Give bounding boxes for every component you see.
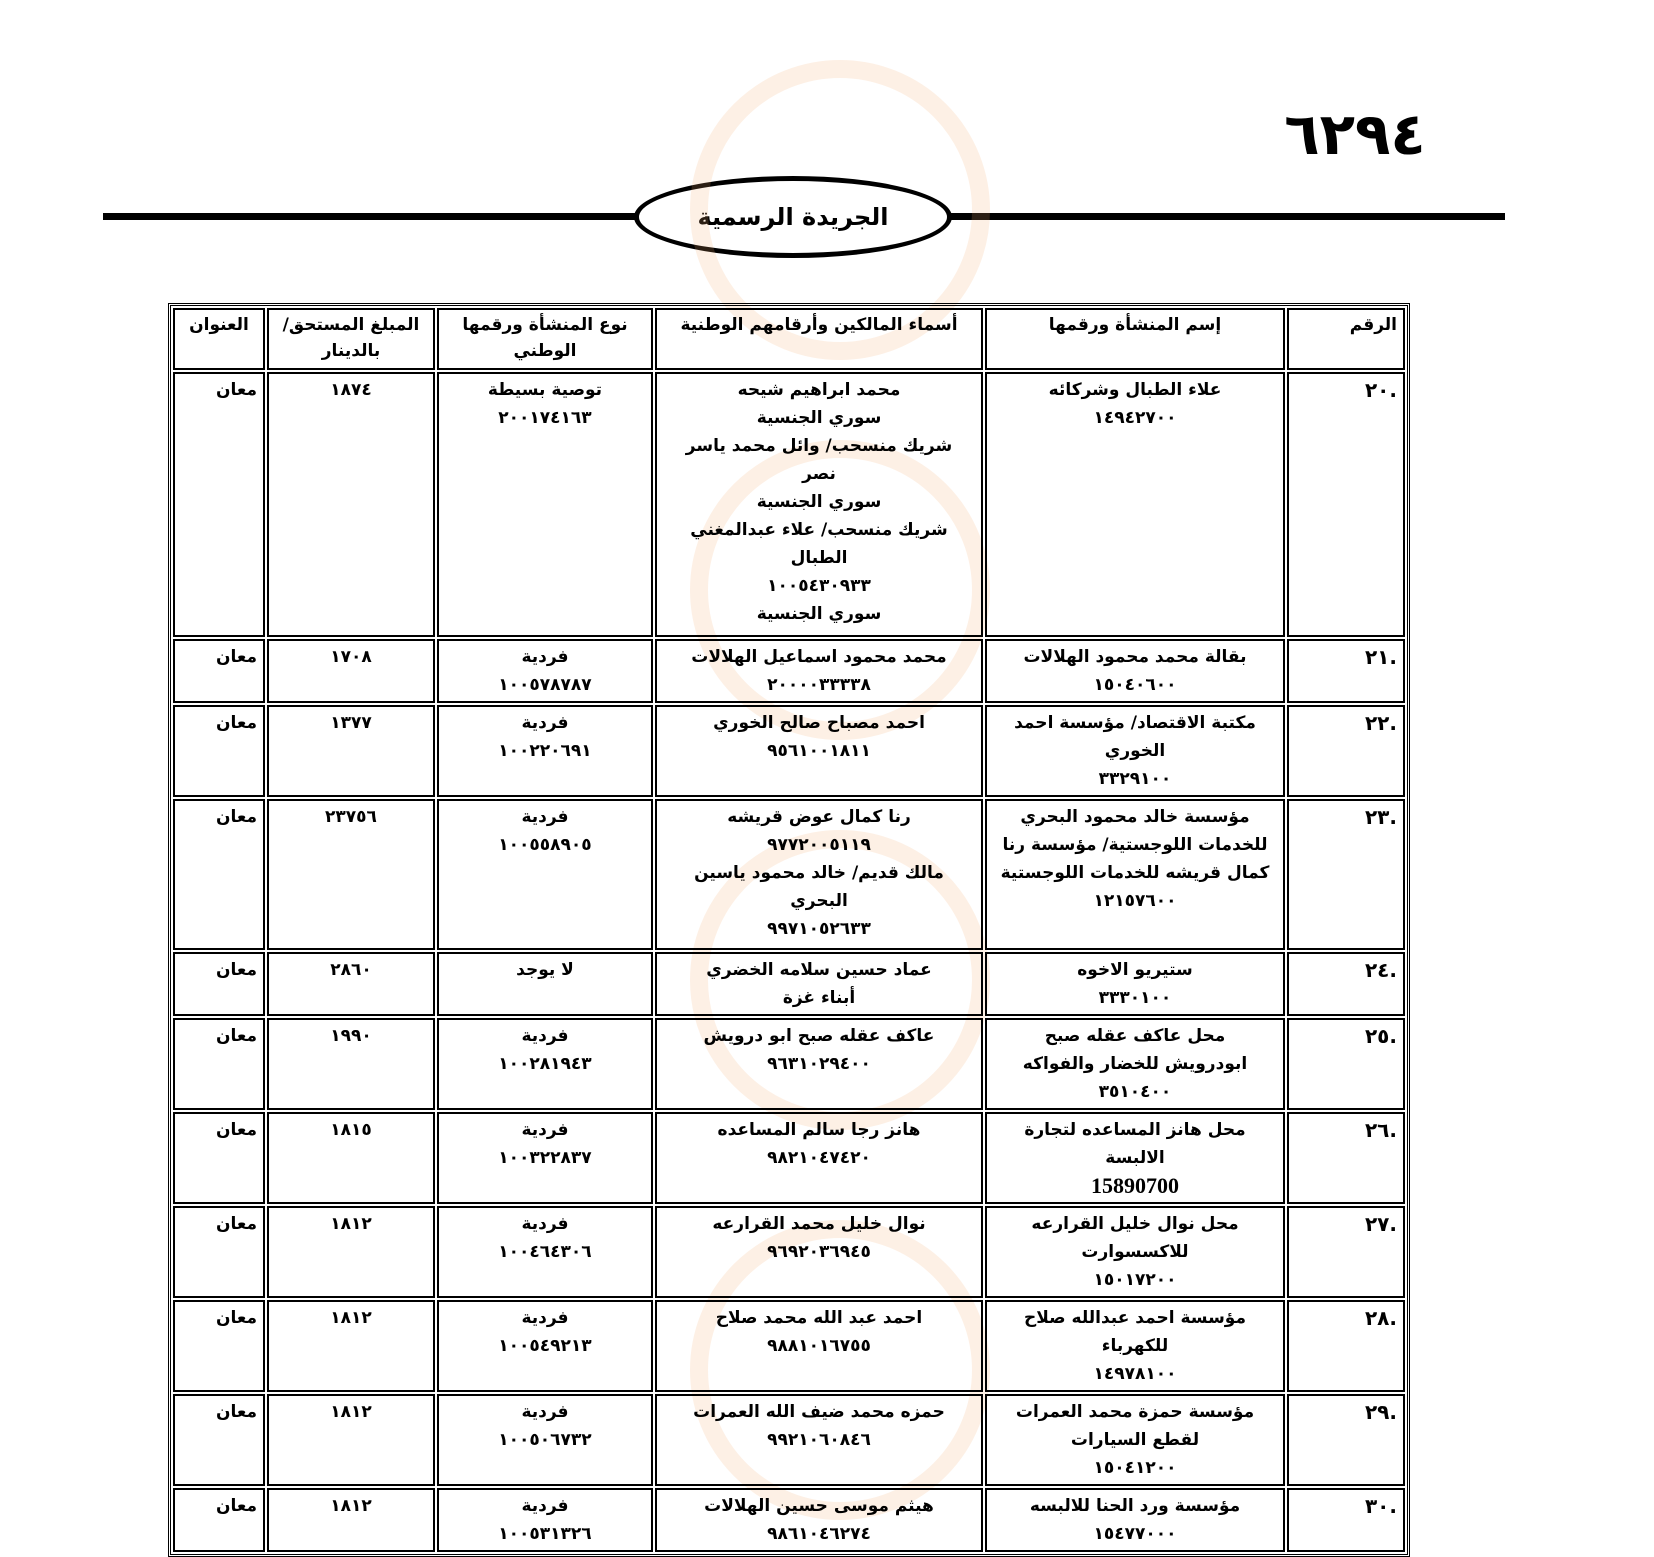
establishment-cell	[985, 372, 1285, 637]
table-header-row	[173, 308, 1405, 370]
owners-cell-line: ٩٩٢١٠٦٠٨٤٦	[767, 1430, 871, 1450]
column-header-amount: المبلغ المستحق/بالدينار	[267, 308, 435, 370]
establishment-cell	[985, 1112, 1285, 1204]
address-cell: معان	[173, 1206, 265, 1298]
owners-cell-line: عماد حسين سلامه الخضري	[706, 960, 932, 980]
type-cell	[437, 639, 653, 703]
establishment-cell-line: كمال قريشه للخدمات اللوجستية	[1000, 863, 1270, 883]
owners-cell	[655, 1112, 983, 1204]
table-row	[173, 705, 1405, 797]
owners-cell-line: ٩٥٦١٠٠١٨١١	[767, 741, 871, 761]
table-row	[173, 1206, 1405, 1298]
owners-cell-line: ٩٨٢١٠٤٧٤٢٠	[767, 1148, 871, 1168]
establishment-cell	[985, 1488, 1285, 1552]
establishment-cell	[985, 799, 1285, 950]
owners-cell-line: نوال خليل محمد القرارعه	[712, 1214, 926, 1234]
address-cell: معان	[173, 1394, 265, 1486]
row-number: .٢٧	[1287, 1206, 1405, 1298]
establishment-cell-line: لقطع السيارات	[1070, 1430, 1200, 1450]
column-header-address: العنوان	[173, 308, 265, 370]
address-cell: معان	[173, 705, 265, 797]
table-row	[173, 952, 1405, 1016]
type-cell-line: ٢٠٠١٧٤١٦٣	[498, 408, 592, 428]
type-cell-line: فردية	[521, 647, 569, 667]
owners-cell-line: الطبال	[790, 548, 848, 568]
owners-cell	[655, 799, 983, 950]
type-cell	[437, 1112, 653, 1204]
establishment-cell-line: ١٢١٥٧٦٠٠	[1093, 891, 1177, 911]
establishment-cell-line: محل عاكف عقله صبح	[1044, 1026, 1226, 1046]
establishment-cell-line: 15890700	[1091, 1173, 1179, 1198]
establishment-cell	[985, 1394, 1285, 1486]
type-cell-line: ١٠٠٢٢٠٦٩١	[498, 741, 592, 761]
establishment-cell-line: ١٥٠٤١٢٠٠	[1093, 1458, 1177, 1478]
owners-cell-line: ٩٩٧١٠٥٢٦٣٣	[767, 919, 871, 939]
column-header-owners: أسماء المالكين وأرقامهم الوطنية	[655, 308, 983, 370]
row-number: .٢٦	[1287, 1112, 1405, 1204]
establishment-cell-line: للخدمات اللوجستية/ مؤسسة رنا	[1002, 835, 1268, 855]
owners-cell-line: ٢٠٠٠٠٣٣٣٣٨	[767, 675, 871, 695]
table-row	[173, 1488, 1405, 1552]
establishment-cell	[985, 705, 1285, 797]
type-cell	[437, 372, 653, 637]
type-cell-line: فردية	[521, 1214, 569, 1234]
owners-cell-line: نصر	[802, 464, 836, 484]
owners-cell	[655, 1488, 983, 1552]
owners-cell-line: هانز رجا سالم المساعده	[717, 1120, 921, 1140]
row-number: .٢٢	[1287, 705, 1405, 797]
owners-cell-line: سوري الجنسية	[756, 492, 882, 512]
owners-cell-line: ٩٦٩٢٠٣٦٩٤٥	[767, 1242, 871, 1262]
establishment-cell-line: مؤسسة احمد عبدالله صلاح	[1024, 1308, 1246, 1328]
owners-cell-line: ٩٨٦١٠٤٦٢٧٤	[767, 1524, 871, 1544]
amount-cell: ١٨١٢	[267, 1394, 435, 1486]
column-header-number: الرقم	[1287, 308, 1405, 370]
type-cell-line: ١٠٠٤٦٤٣٠٦	[498, 1242, 592, 1262]
type-cell-line: فردية	[521, 807, 569, 827]
owners-cell-line: مالك قديم/ خالد محمود ياسين	[694, 863, 944, 883]
type-cell-line: فردية	[521, 713, 569, 733]
type-cell-line: فردية	[521, 1402, 569, 1422]
owners-cell-line: محمد محمود اسماعيل الهلالات	[691, 647, 947, 667]
establishment-cell-line: الخوري	[1104, 741, 1166, 761]
amount-cell: ١٨١٢	[267, 1488, 435, 1552]
address-cell: معان	[173, 639, 265, 703]
owners-cell	[655, 1018, 983, 1110]
owners-cell-line: البحري	[790, 891, 848, 911]
row-number: .٢٥	[1287, 1018, 1405, 1110]
amount-cell: ١٧٠٨	[267, 639, 435, 703]
establishment-cell-line: محل نوال خليل القرارعه	[1031, 1214, 1239, 1234]
establishment-cell-line: للكهرباء	[1101, 1336, 1169, 1356]
owners-cell	[655, 639, 983, 703]
type-cell-line: ١٠٠٥٧٨٧٨٧	[498, 675, 592, 695]
table-row	[173, 639, 1405, 703]
owners-cell-line: ٩٨٨١٠١٦٧٥٥	[767, 1336, 871, 1356]
owners-cell	[655, 1206, 983, 1298]
establishment-cell	[985, 1300, 1285, 1392]
table-row	[173, 1300, 1405, 1392]
type-cell-line: لا يوجد	[516, 960, 574, 980]
establishment-cell-line: مؤسسة حمزة محمد العمرات	[1015, 1402, 1255, 1422]
address-cell: معان	[173, 1300, 265, 1392]
gazette-title-oval	[634, 176, 952, 258]
type-cell	[437, 1300, 653, 1392]
establishment-cell-line: الالبسة	[1105, 1148, 1165, 1168]
owners-cell-line: شريك منسحب/ وائل محمد ياسر	[685, 436, 953, 456]
amount-cell: ١٨٧٤	[267, 372, 435, 637]
amount-cell: ١٨١٢	[267, 1300, 435, 1392]
amount-cell: ٢٨٦٠	[267, 952, 435, 1016]
owners-cell	[655, 1394, 983, 1486]
owners-cell-line: هيثم موسى حسين الهلالات	[704, 1496, 934, 1516]
address-cell: معان	[173, 952, 265, 1016]
establishment-cell	[985, 1206, 1285, 1298]
establishment-cell	[985, 639, 1285, 703]
row-number: .٢٨	[1287, 1300, 1405, 1392]
establishment-cell-line: علاء الطبال وشركائه	[1048, 380, 1222, 400]
type-cell-line: فردية	[521, 1026, 569, 1046]
type-cell-line: ١٠٠٥٤٩٢١٣	[498, 1336, 592, 1356]
owners-cell-line: حمزه محمد ضيف الله العمرات	[693, 1402, 945, 1422]
owners-cell-line: رنا كمال عوض قريشه	[727, 807, 911, 827]
row-number: .٣٠	[1287, 1488, 1405, 1552]
column-header-establishment: إسم المنشأة ورقمها	[985, 308, 1285, 370]
establishment-cell-line: بقالة محمد محمود الهلالات	[1023, 647, 1247, 667]
establishment-cell-line: مؤسسة خالد محمود البحري	[1020, 807, 1250, 827]
establishment-cell-line: ١٥٠١٧٢٠٠	[1093, 1270, 1177, 1290]
address-cell: معان	[173, 1112, 265, 1204]
establishment-cell-line: ١٤٩٧٨١٠٠	[1093, 1364, 1177, 1384]
establishment-cell-line: للاكسسوارت	[1081, 1242, 1189, 1262]
type-cell-line: ١٠٠٣٢٢٨٣٧	[498, 1148, 592, 1168]
row-number: .٢١	[1287, 639, 1405, 703]
establishment-cell-line: ابودرويش للخضار والفواكه	[1022, 1054, 1248, 1074]
type-cell-line: ١٠٠٥٠٦٧٣٢	[498, 1430, 592, 1450]
type-cell-line: توصية بسيطة	[487, 380, 603, 400]
owners-cell-line: احمد عبد الله محمد صلاح	[715, 1308, 923, 1328]
owners-cell-line: سوري الجنسية	[756, 408, 882, 428]
type-cell-line: ١٠٠٢٨١٩٤٣	[498, 1054, 592, 1074]
table-row	[173, 1112, 1405, 1204]
row-number: .٢٠	[1287, 372, 1405, 637]
establishment-cell-line: ٣٥١٠٤٠٠	[1098, 1082, 1172, 1102]
establishment-cell-line: ١٤٩٤٢٧٠٠	[1093, 408, 1177, 428]
address-cell: معان	[173, 1488, 265, 1552]
owners-cell-line: ٩٧٧٢٠٠٥١١٩	[767, 835, 871, 855]
type-cell	[437, 799, 653, 950]
type-cell-line: فردية	[521, 1496, 569, 1516]
establishment-cell-line: ١٥٠٤٠٦٠٠	[1093, 675, 1177, 695]
owners-cell	[655, 952, 983, 1016]
establishment-cell-line: مكتبة الاقتصاد/ مؤسسة احمد	[1014, 713, 1256, 733]
establishments-table	[168, 303, 1410, 1557]
owners-cell-line: شريك منسحب/ علاء عبدالمغني	[690, 520, 948, 540]
establishment-cell-line: ستيريو الاخوه	[1077, 960, 1193, 980]
row-number: .٢٣	[1287, 799, 1405, 950]
page-number: ٦٢٩٤	[1284, 100, 1426, 168]
table-row	[173, 1394, 1405, 1486]
type-cell-line: ١٠٠٥٥٨٩٠٥	[498, 835, 592, 855]
establishment-cell-line: ١٥٤٧٧٠٠٠	[1093, 1524, 1177, 1544]
owners-cell-line: محمد ابراهيم شيحه	[737, 380, 901, 400]
amount-cell: ٢٣٧٥٦	[267, 799, 435, 950]
owners-cell-line: عاكف عقله صبح ابو درويش	[703, 1026, 935, 1046]
type-cell-line: ١٠٠٥٣١٣٢٦	[498, 1524, 592, 1544]
establishment-cell	[985, 952, 1285, 1016]
establishment-cell-line: ٣٣٢٩١٠٠	[1098, 769, 1172, 789]
owners-cell	[655, 1300, 983, 1392]
row-number: .٢٤	[1287, 952, 1405, 1016]
owners-cell	[655, 372, 983, 637]
establishment-cell-line: محل هانز المساعده لتجارة	[1024, 1120, 1246, 1140]
owners-cell-line: سوري الجنسية	[756, 604, 882, 624]
amount-cell: ١٨١٥	[267, 1112, 435, 1204]
type-cell-line: فردية	[521, 1120, 569, 1140]
owners-cell-line: ٩٦٣١٠٢٩٤٠٠	[767, 1054, 871, 1074]
address-cell: معان	[173, 372, 265, 637]
row-number: .٢٩	[1287, 1394, 1405, 1486]
owners-cell-line: ١٠٠٥٤٣٠٩٣٣	[767, 576, 871, 596]
type-cell	[437, 952, 653, 1016]
owners-cell-line: احمد مصباح صالح الخوري	[713, 713, 925, 733]
type-cell	[437, 1018, 653, 1110]
amount-cell: ١٣٧٧	[267, 705, 435, 797]
type-cell	[437, 1488, 653, 1552]
type-cell	[437, 1206, 653, 1298]
owners-cell	[655, 705, 983, 797]
table-row	[173, 372, 1405, 637]
type-cell	[437, 705, 653, 797]
establishment-cell-line: ٣٣٣٠١٠٠	[1098, 988, 1172, 1008]
establishment-cell	[985, 1018, 1285, 1110]
amount-cell: ١٨١٢	[267, 1206, 435, 1298]
address-cell: معان	[173, 799, 265, 950]
table-row	[173, 799, 1405, 950]
gazette-title: الجريدة الرسمية	[697, 203, 889, 231]
amount-cell: ١٩٩٠	[267, 1018, 435, 1110]
table-row	[173, 1018, 1405, 1110]
establishment-cell-line: مؤسسة ورد الحنا للالبسه	[1029, 1496, 1241, 1516]
owners-cell-line: أبناء غزة	[782, 988, 856, 1008]
column-header-type: نوع المنشأة ورقمها الوطني	[437, 308, 653, 370]
type-cell-line: فردية	[521, 1308, 569, 1328]
address-cell: معان	[173, 1018, 265, 1110]
type-cell	[437, 1394, 653, 1486]
